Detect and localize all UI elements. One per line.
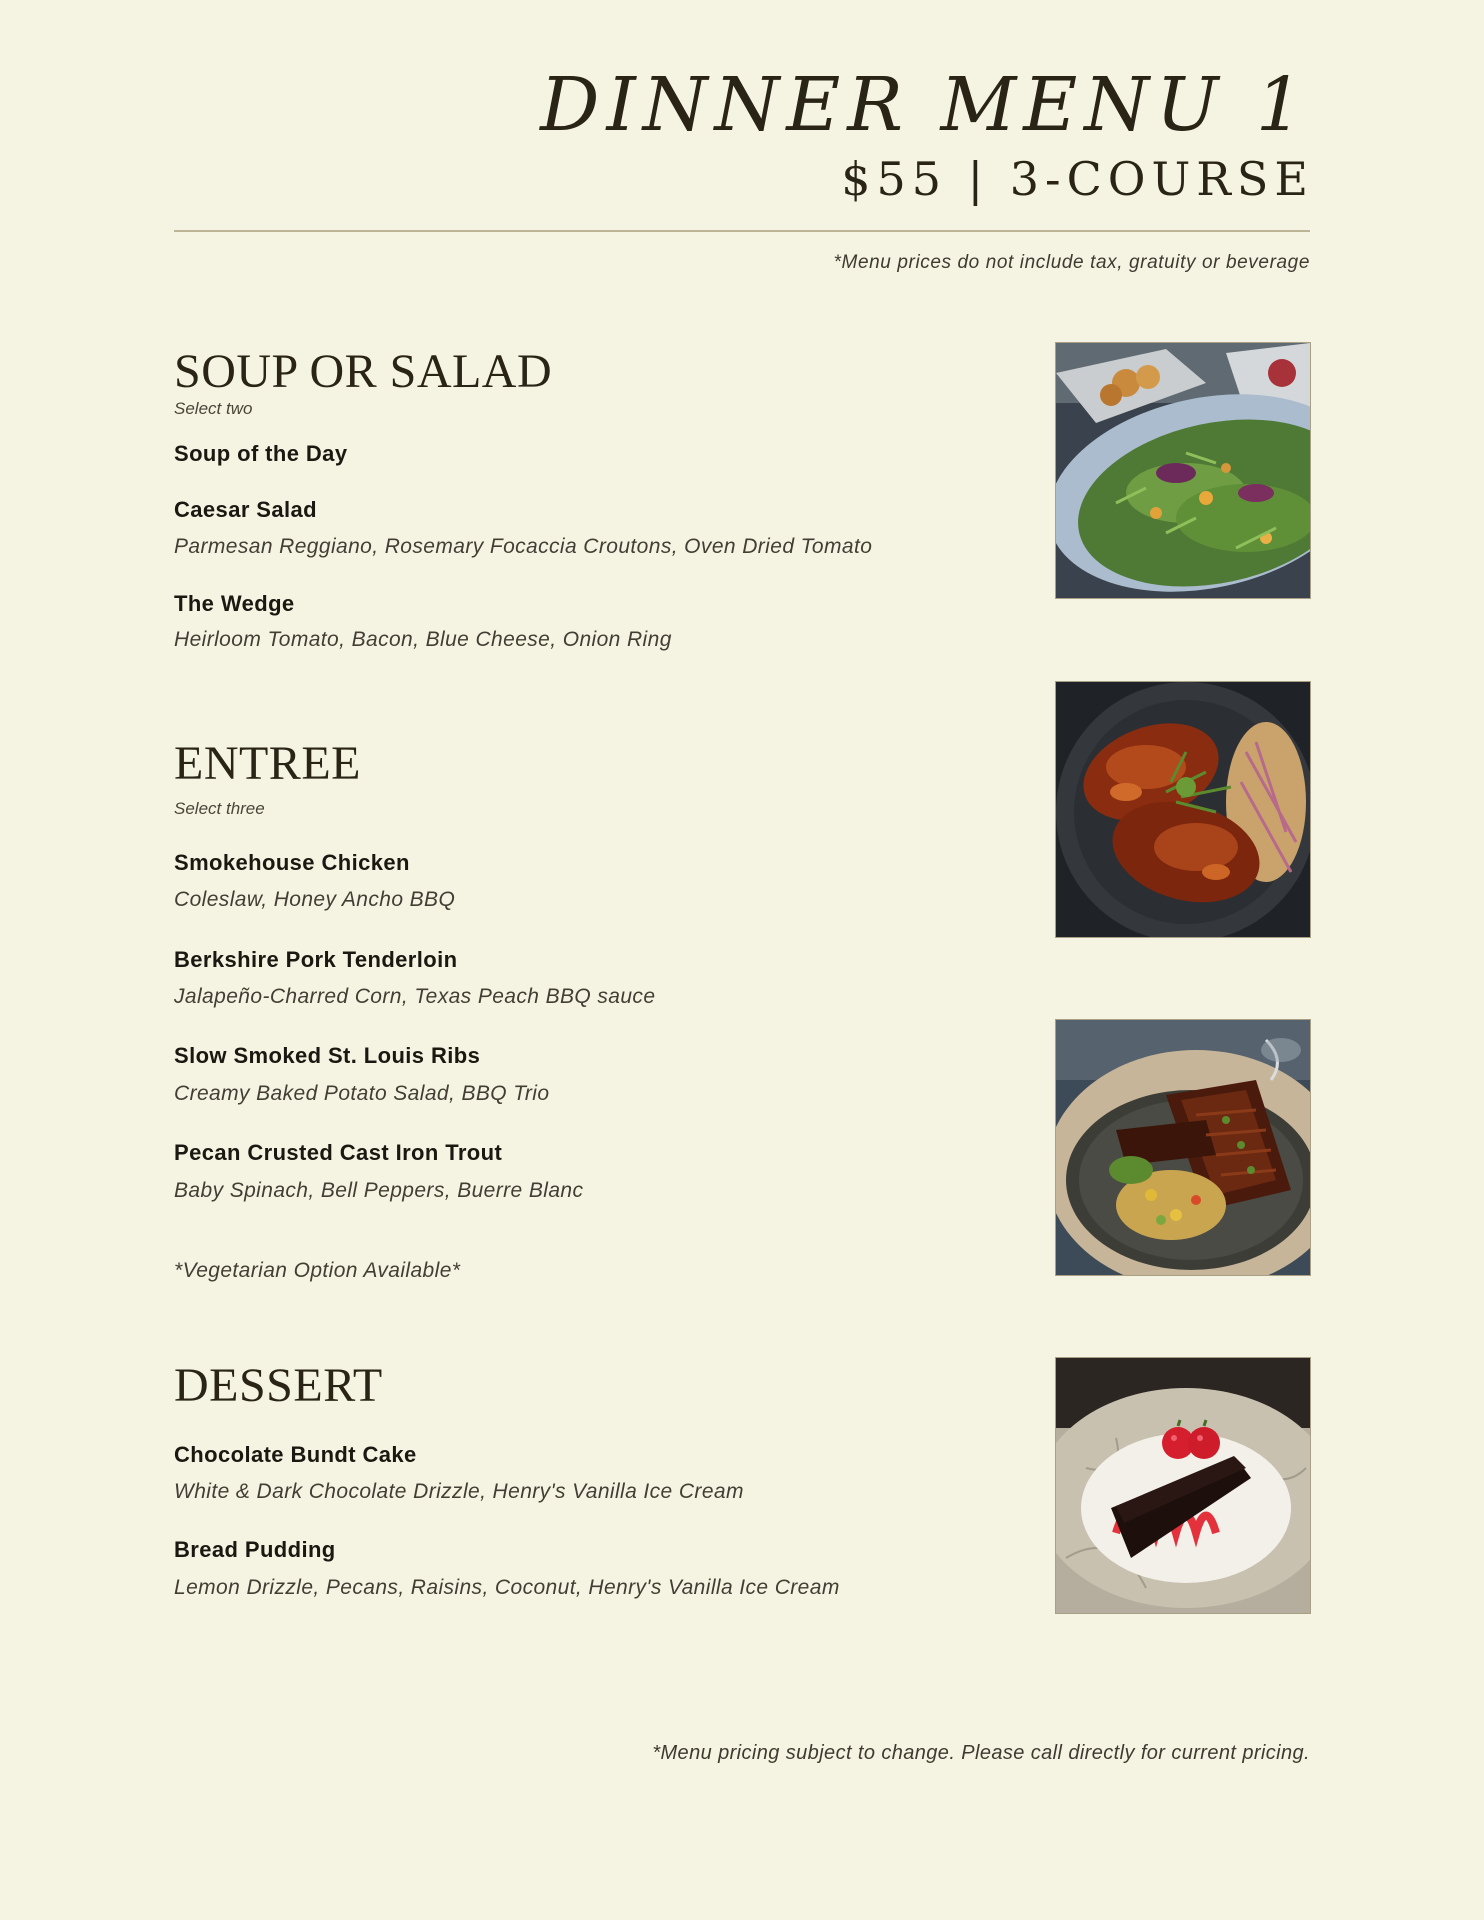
chocolate-cake-photo (1056, 1358, 1310, 1613)
menu-item-name: Chocolate Bundt Cake (174, 1442, 417, 1467)
section-subtitle-soup-or-salad: Select two (174, 399, 253, 418)
menu-item-name: Berkshire Pork Tenderloin (174, 947, 458, 972)
menu-item-description: Heirloom Tomato, Bacon, Blue Cheese, Onion Ring (174, 628, 672, 651)
menu-item-description: Lemon Drizzle, Pecans, Raisins, Coconut, Henry's Vanilla Ice Cream (174, 1576, 840, 1599)
menu-item-name: Caesar Salad (174, 497, 317, 522)
salad-photo (1056, 343, 1310, 598)
menu-price-subtitle: $55 | 3-COURSE (841, 152, 1314, 206)
menu-item-name: Slow Smoked St. Louis Ribs (174, 1043, 481, 1068)
vegetarian-note: *Vegetarian Option Available* (174, 1259, 461, 1282)
header-divider (174, 230, 1310, 232)
section-subtitle-entree: Select three (174, 799, 265, 818)
section-title-soup-or-salad: SOUP OR SALAD (174, 345, 553, 398)
ribs-photo (1056, 1020, 1310, 1275)
pricing-disclaimer: *Menu pricing subject to change. Please call directly for current pricing. (652, 1742, 1310, 1764)
menu-item-name: Smokehouse Chicken (174, 850, 410, 875)
section-title-dessert: DESSERT (174, 1359, 383, 1412)
menu-item-name: Bread Pudding (174, 1537, 336, 1562)
menu-item-name: Pecan Crusted Cast Iron Trout (174, 1140, 503, 1165)
tax-note: *Menu prices do not include tax, gratuity or beverage (833, 252, 1310, 273)
menu-item-name: Soup of the Day (174, 441, 348, 466)
menu-title: DINNER MENU 1 (540, 62, 1310, 148)
menu-item-description: White & Dark Chocolate Drizzle, Henry's Vanilla Ice Cream (174, 1480, 744, 1503)
menu-item-description: Parmesan Reggiano, Rosemary Focaccia Croutons, Oven Dried Tomato (174, 535, 873, 558)
menu-item-description: Creamy Baked Potato Salad, BBQ Trio (174, 1082, 550, 1105)
chicken-photo (1056, 682, 1310, 937)
menu-item-description: Jalapeño-Charred Corn, Texas Peach BBQ sauce (174, 985, 656, 1008)
menu-item-description: Coleslaw, Honey Ancho BBQ (174, 888, 456, 911)
menu-item-name: The Wedge (174, 591, 295, 616)
section-title-entree: ENTREE (174, 737, 361, 790)
menu-item-description: Baby Spinach, Bell Peppers, Buerre Blanc (174, 1179, 584, 1202)
